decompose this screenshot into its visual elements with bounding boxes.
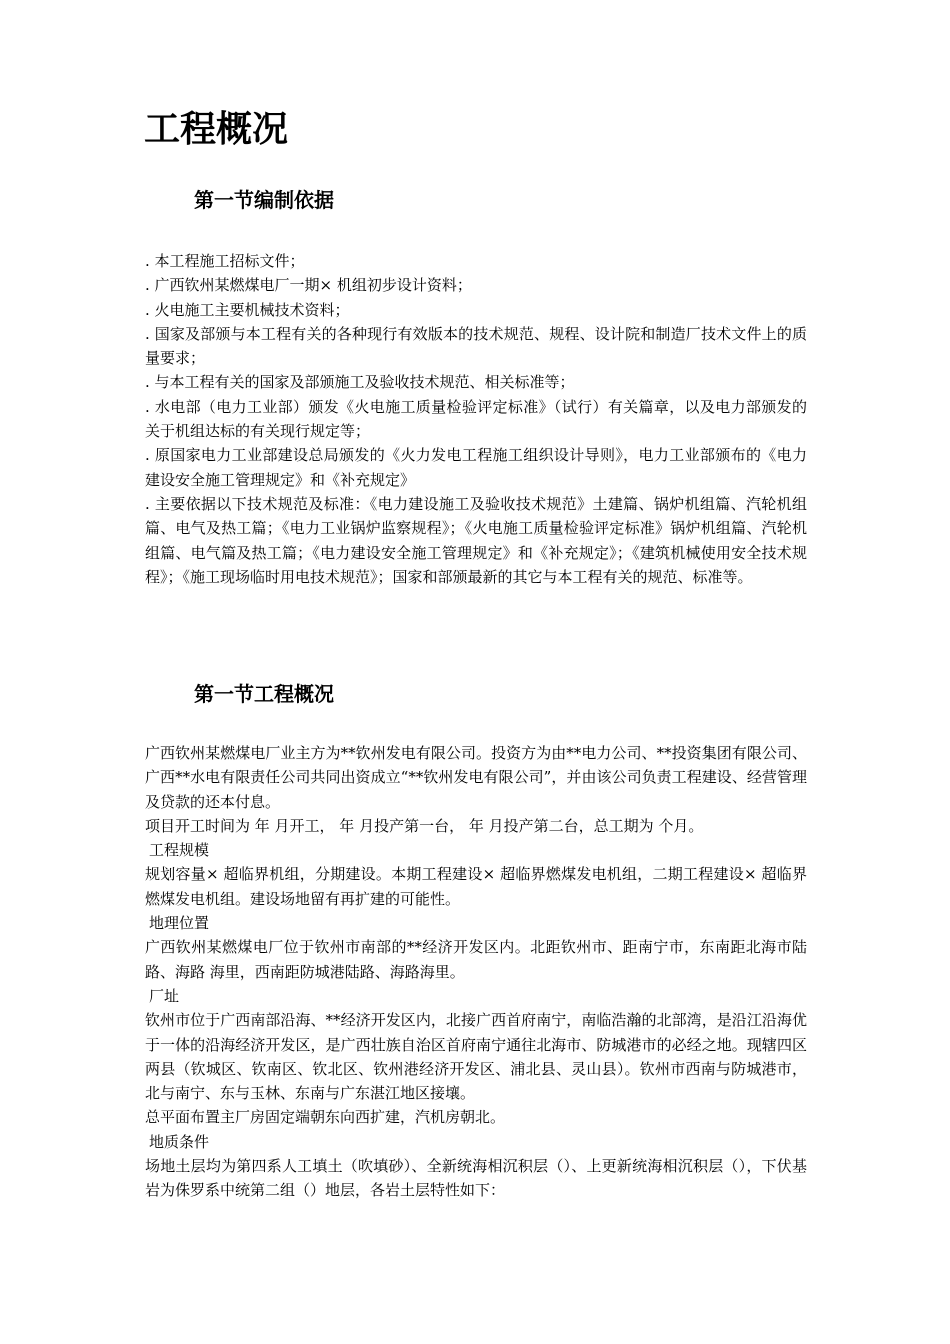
- location-heading: 地理位置: [149, 914, 210, 933]
- basis-item: . 主要依据以下技术规范及标准：《电力建设施工及验收技术规范》土建篇、锅炉机组篇、汽轮机组篇、电气及热工篇；《电力工业锅炉监察规程》；《火电施工质量检验评定标准》锅炉机组篇、汽轮机组篇、电气篇及热工篇；《电力建设安全施工管理规定》和《补充规定》；《建筑机械使用安全技术规程》；《施工现场临时用电技术规范》；国家和部颁最新的其它与本工程有关的规范、标准等。: [145, 494, 807, 586]
- scale-heading: 工程规模: [149, 841, 210, 860]
- section-heading-overview: 第一节工程概况: [194, 682, 334, 706]
- location-paragraph: 广西钦州某燃煤电厂位于钦州市南部的**经济开发区内。北距钦州市、距南宁市，东南距北海市陆路、海路 海里，西南距防城港陆路、海路海里。: [145, 938, 807, 981]
- basis-item: . 国家及部颁与本工程有关的各种现行有效版本的技术规范、规程、设计院和制造厂技术文件上的质量要求；: [145, 324, 807, 368]
- geology-heading: 地质条件: [149, 1132, 210, 1151]
- basis-item: . 水电部（电力工业部）颁发《火电施工质量检验评定标准》（试行）有关篇章，以及电力部颁发的关于机组达标的有关现行规定等；: [145, 397, 807, 441]
- schedule-paragraph: 项目开工时间为 年 月开工， 年 月投产第一台， 年 月投产第二台，总工期为 个月。: [145, 816, 704, 835]
- basis-item: . 与本工程有关的国家及部颁施工及验收技术规范、相关标准等；: [145, 373, 575, 392]
- site-heading: 厂址: [149, 986, 180, 1005]
- scale-paragraph: 规划容量× 超临界机组，分期建设。本期工程建设× 超临界燃煤发电机组，二期工程建设× 超临界燃煤发电机组。建设场地留有再扩建的可能性。: [145, 865, 807, 908]
- document-title: 工程概况: [144, 109, 289, 150]
- owner-paragraph: 广西钦州某燃煤电厂业主方为**钦州发电有限公司。投资方为由**电力公司、**投资集团有限公司、广西**水电有限责任公司共同出资成立“**钦州发电有限公司”，并由该公司负责工程建设、经营管理及贷款的还本付息。: [145, 744, 807, 811]
- layout-paragraph: 总平面布置主厂房固定端朝东向西扩建，汽机房朝北。: [145, 1108, 506, 1127]
- basis-item: . 原国家电力工业部建设总局颁发的《火力发电工程施工组织设计导则》，电力工业部颁布的《电力建设安全施工管理规定》和《补充规定》: [145, 446, 807, 489]
- section-heading-basis: 第一节编制依据: [194, 188, 334, 212]
- overview-body: [145, 741, 807, 1203]
- basis-item: . 火电施工主要机械技术资料；: [145, 300, 350, 319]
- basis-item: . 广西钦州某燃煤电厂一期× 机组初步设计资料；: [145, 276, 472, 295]
- basis-item: . 本工程施工招标文件；: [145, 252, 305, 270]
- site-paragraph: 钦州市位于广西南部沿海、**经济开发区内，北接广西首府南宁，南临浩瀚的北部湾，是沿江沿海优于一体的沿海经济开发区，是广西壮族自治区首府南宁通往北海市、防城港市的必经之地。现辖四区两县（钦城区、钦南区、钦北区、钦州港经济开发区、浦北县、灵山县）。钦州市西南与防城港市，北与南宁、东与玉林、东南与广东湛江地区接壤。: [145, 1011, 807, 1103]
- geology-paragraph: 场地土层均为第四系人工填土（吹填砂）、全新统海相沉积层（）、上更新统海相沉积层（），下伏基岩为侏罗系中统第二组（）地层，各岩土层特性如下：: [145, 1157, 807, 1200]
- basis-list: [145, 249, 807, 589]
